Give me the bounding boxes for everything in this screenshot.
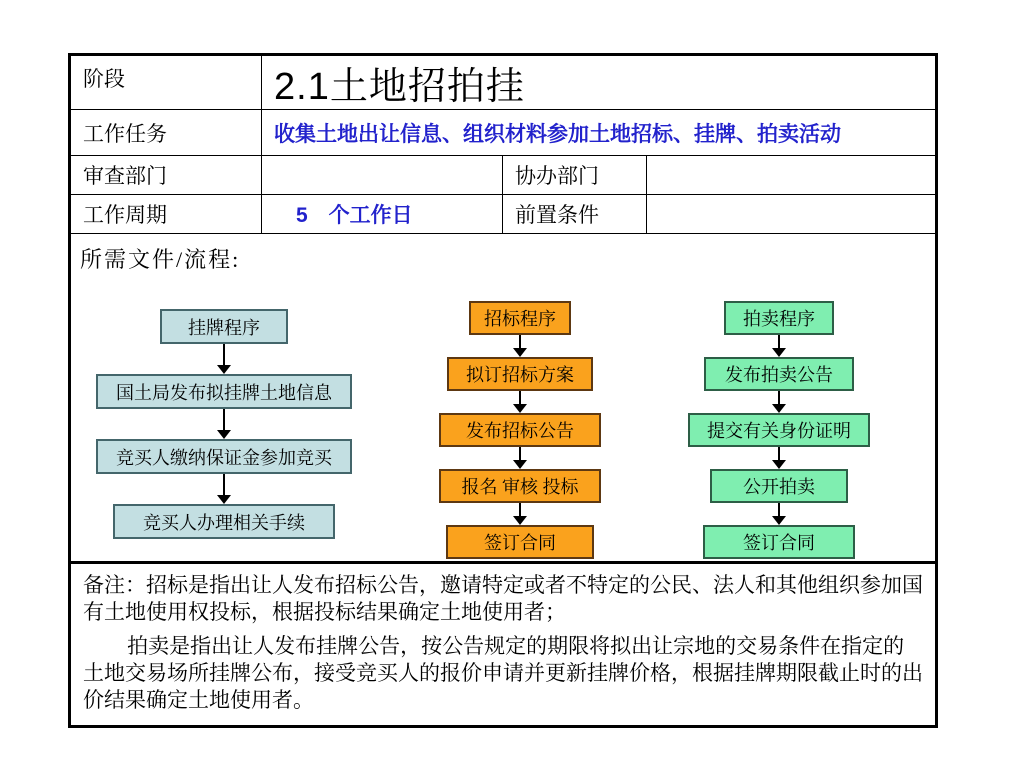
note-paragraph-2: 拍卖是指出让人发布挂牌公告，按公告规定的期限将拟出让宗地的交易条件在指定的土地交易场所挂牌公布，接受竞买人的报价申请并更新挂牌价格，根据挂牌期限截止时的出价结果确定土地使用者。 (83, 634, 923, 712)
flow-step-box: 拟订招标方案 (447, 357, 593, 391)
arrow-down-icon (217, 344, 231, 374)
arrow-down-icon (772, 335, 786, 357)
department-row (71, 156, 935, 195)
arrow-down-icon (513, 391, 527, 413)
arrow-down-icon (217, 409, 231, 439)
arrow-down-icon (513, 335, 527, 357)
notes-section (71, 564, 935, 715)
assist-dept-label: 协办部门 (503, 156, 647, 194)
flow-step-box: 签订合同 (446, 525, 594, 559)
review-dept-label: 审查部门 (71, 156, 262, 194)
flow-step-box: 竞买人缴纳保证金参加竞买 (96, 439, 352, 474)
precondition-value (647, 195, 935, 233)
task-label: 工作任务 (71, 110, 262, 155)
arrow-down-icon (513, 503, 527, 525)
task-value: 收集土地出让信息、组织材料参加土地招标、挂牌、拍卖活动 (274, 122, 841, 146)
stage-title: 2.1土地招拍挂 (274, 66, 525, 108)
flow-step-box: 发布招标公告 (439, 413, 601, 447)
arrow-down-icon (217, 474, 231, 504)
flow-step-box: 竞买人办理相关手续 (113, 504, 335, 539)
process-info-table (68, 53, 938, 728)
arrow-down-icon (513, 447, 527, 469)
flow-section-heading: 所需文件/流程: (80, 247, 241, 272)
cycle-row (71, 195, 935, 234)
task-row (71, 110, 935, 156)
note-paragraph-1: 备注：招标是指出让人发布招标公告，邀请特定或者不特定的公民、法人和其他组织参加国有土地使用权投标，根据投标结果确定土地使用者； (83, 573, 923, 624)
flow-step-box: 提交有关身份证明 (688, 413, 870, 447)
arrow-down-icon (772, 503, 786, 525)
arrow-down-icon (772, 447, 786, 469)
flow-step-box: 签订合同 (703, 525, 855, 559)
precondition-label: 前置条件 (503, 195, 647, 233)
flow-step-box: 报名 审核 投标 (439, 469, 601, 503)
flow-step-box: 发布拍卖公告 (704, 357, 854, 391)
stage-row (71, 56, 935, 110)
auction-flow-column (684, 301, 874, 559)
flow-step-box: 招标程序 (469, 301, 571, 335)
tender-flow-column (435, 301, 605, 559)
flow-step-box: 国土局发布拟挂牌土地信息 (96, 374, 352, 409)
flow-step-box: 拍卖程序 (724, 301, 834, 335)
stage-label: 阶段 (71, 56, 262, 109)
arrow-down-icon (772, 391, 786, 413)
listing-flow-column (89, 309, 359, 539)
cycle-label: 工作周期 (71, 195, 262, 233)
cycle-value: 5 个工作日 (262, 195, 503, 233)
assist-dept-value (647, 156, 935, 194)
flowcharts-section (71, 234, 935, 564)
flow-step-box: 挂牌程序 (160, 309, 288, 344)
flow-step-box: 公开拍卖 (710, 469, 848, 503)
review-dept-value (262, 156, 503, 194)
